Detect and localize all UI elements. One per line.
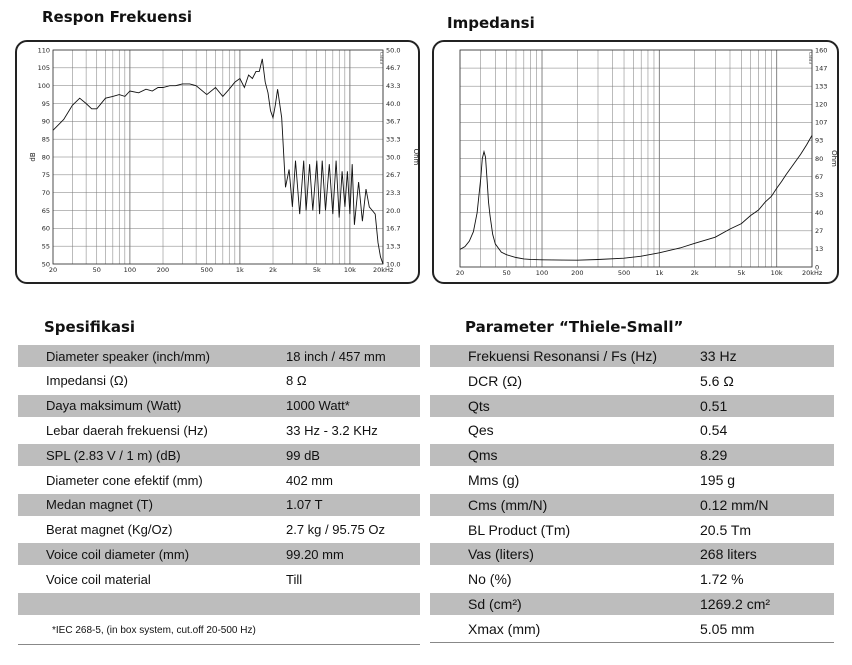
x-tick: 500 bbox=[200, 266, 213, 274]
ts-value: 1269.2 cm² bbox=[700, 596, 771, 612]
x-tick: 5k bbox=[737, 269, 746, 277]
specs-value: 8 Ω bbox=[286, 373, 307, 389]
specs-label: Medan magnet (T) bbox=[46, 497, 153, 513]
y-tick-right: 133 bbox=[815, 82, 828, 91]
y-tick-right: 13 bbox=[815, 245, 824, 254]
footnote-text: *IEC 268-5, (in box system, cut.off 20-500 Hz) bbox=[52, 625, 256, 637]
freq-response-chart bbox=[15, 40, 420, 284]
specs-value: 99.20 mm bbox=[286, 546, 344, 562]
y-tick-left: 105 bbox=[37, 64, 50, 73]
specs-row bbox=[18, 419, 420, 441]
y-axis-label-right: Ohm bbox=[412, 148, 420, 166]
ts-value: 1.72 % bbox=[700, 571, 744, 588]
corner-tag: CBB3 bbox=[378, 52, 383, 65]
ts-title: Parameter “Thiele-Small” bbox=[465, 318, 684, 336]
specs-value: Till bbox=[286, 571, 303, 587]
ts-value: 195 g bbox=[700, 472, 736, 488]
impedance-plot bbox=[434, 42, 841, 286]
x-tick: 10k bbox=[343, 266, 356, 274]
chart-grid bbox=[53, 50, 383, 264]
ts-row bbox=[430, 593, 834, 615]
y-tick-right: 80 bbox=[815, 154, 824, 163]
specs-value: 402 mm bbox=[286, 472, 333, 488]
specs-value: 1.07 T bbox=[286, 497, 323, 513]
x-tick: 20 bbox=[48, 266, 58, 274]
y-axis-label-right: Ohm bbox=[830, 150, 838, 167]
y-tick-right: 0 bbox=[815, 263, 820, 272]
x-tick: 50 bbox=[502, 269, 511, 277]
specs-label: Daya maksimum (Watt) bbox=[46, 398, 182, 414]
y-tick-left: 55 bbox=[41, 242, 50, 251]
ts-row bbox=[430, 568, 834, 590]
ts-table bbox=[430, 345, 834, 645]
y-tick-right: 20.0 bbox=[386, 206, 401, 215]
y-tick-left: 100 bbox=[37, 81, 50, 90]
ts-row bbox=[430, 370, 834, 392]
specs-value: 18 inch / 457 mm bbox=[286, 348, 386, 364]
specs-footnote bbox=[18, 620, 420, 642]
corner-tag: CBB3 bbox=[807, 52, 812, 65]
specs-label: Lebar daerah frekuensi (Hz) bbox=[46, 422, 208, 438]
ts-label: Vas (liters) bbox=[468, 546, 534, 563]
ts-value: 0.51 bbox=[700, 397, 728, 414]
specs-value: 33 Hz - 3.2 KHz bbox=[286, 422, 378, 438]
specs-row bbox=[18, 395, 420, 417]
y-tick-left: 75 bbox=[41, 171, 50, 180]
ts-label: Sd (cm²) bbox=[468, 596, 522, 612]
y-tick-left: 110 bbox=[37, 46, 50, 55]
specs-row bbox=[18, 345, 420, 367]
ts-row bbox=[430, 419, 834, 441]
ts-value: 0.12 mm/N bbox=[700, 496, 769, 513]
x-tick: 2k bbox=[269, 266, 277, 274]
specs-value: 99 dB bbox=[286, 447, 320, 463]
y-tick-right: 160 bbox=[815, 46, 828, 55]
specs-bottom-rule bbox=[18, 644, 420, 645]
x-tick: 20kHz bbox=[373, 266, 394, 274]
specs-value: 2.7 kg / 95.75 Oz bbox=[286, 522, 386, 538]
ts-row bbox=[430, 444, 834, 466]
chart-grid bbox=[460, 50, 812, 267]
specs-row bbox=[18, 370, 420, 392]
ts-value: 8.29 bbox=[700, 447, 728, 464]
x-tick: 10k bbox=[770, 269, 783, 277]
ts-value: 5.05 mm bbox=[700, 620, 755, 637]
y-tick-right: 33.3 bbox=[386, 135, 401, 144]
y-tick-right: 40 bbox=[815, 209, 824, 218]
y-tick-right: 120 bbox=[815, 100, 828, 109]
y-tick-left: 70 bbox=[41, 188, 50, 197]
y-tick-right: 53 bbox=[815, 190, 824, 199]
y-axis-label-left: dB bbox=[29, 152, 37, 162]
y-tick-right: 46.7 bbox=[386, 64, 401, 73]
ts-label: No (%) bbox=[468, 571, 512, 588]
ts-row bbox=[430, 519, 834, 541]
y-tick-right: 40.0 bbox=[386, 99, 401, 108]
ts-value: 0.54 bbox=[700, 422, 728, 439]
ts-label: Qts bbox=[468, 397, 490, 414]
freq-response-plot bbox=[17, 42, 422, 286]
y-tick-right: 23.3 bbox=[386, 188, 401, 197]
impedance-title: Impedansi bbox=[447, 14, 535, 32]
specs-row bbox=[18, 568, 420, 590]
specs-label: Diameter speaker (inch/mm) bbox=[46, 348, 210, 364]
x-tick: 20kHz bbox=[802, 269, 823, 277]
y-tick-left: 65 bbox=[41, 206, 50, 215]
y-tick-right: 36.7 bbox=[386, 117, 401, 126]
y-tick-right: 10.0 bbox=[386, 260, 401, 269]
specs-label: Impedansi (Ω) bbox=[46, 373, 128, 389]
ts-value: 5.6 Ω bbox=[700, 372, 734, 389]
x-tick: 1k bbox=[235, 266, 244, 274]
ts-label: Frekuensi Resonansi / Fs (Hz) bbox=[468, 348, 658, 364]
y-tick-right: 93 bbox=[815, 136, 824, 145]
y-tick-left: 85 bbox=[41, 135, 50, 144]
y-tick-left: 60 bbox=[41, 224, 50, 233]
specs-label: Diameter cone efektif (mm) bbox=[46, 472, 203, 488]
freq-response-title: Respon Frekuensi bbox=[42, 8, 193, 26]
ts-row bbox=[430, 469, 834, 491]
y-tick-right: 16.7 bbox=[386, 224, 401, 233]
ts-label: Mms (g) bbox=[468, 472, 520, 488]
ts-row bbox=[430, 345, 834, 367]
y-tick-right: 107 bbox=[815, 118, 828, 127]
specs-title: Spesifikasi bbox=[44, 318, 136, 336]
y-tick-left: 80 bbox=[41, 153, 50, 162]
ts-row bbox=[430, 618, 834, 640]
ts-value: 33 Hz bbox=[700, 348, 737, 364]
ts-row bbox=[430, 543, 834, 565]
x-tick: 2k bbox=[690, 269, 699, 277]
specs-value: 1000 Watt* bbox=[286, 398, 350, 414]
series-line bbox=[460, 135, 812, 260]
x-tick: 1k bbox=[655, 269, 664, 277]
y-tick-right: 26.7 bbox=[386, 171, 401, 180]
ts-label: Cms (mm/N) bbox=[468, 496, 548, 513]
specs-row bbox=[18, 543, 420, 565]
y-tick-right: 50.0 bbox=[386, 46, 401, 55]
ts-bottom-rule bbox=[430, 642, 834, 643]
specs-label: SPL (2.83 V / 1 m) (dB) bbox=[46, 447, 181, 463]
specs-row bbox=[18, 519, 420, 541]
y-tick-right: 67 bbox=[815, 172, 824, 181]
y-tick-right: 30.0 bbox=[386, 153, 401, 162]
x-tick: 100 bbox=[535, 269, 549, 277]
x-tick: 200 bbox=[156, 266, 170, 274]
specs-table bbox=[18, 345, 420, 645]
y-tick-right: 13.3 bbox=[386, 242, 401, 251]
impedance-chart bbox=[432, 40, 839, 284]
ts-value: 268 liters bbox=[700, 546, 757, 563]
x-tick: 500 bbox=[617, 269, 631, 277]
specs-row bbox=[18, 469, 420, 491]
y-tick-left: 95 bbox=[41, 99, 50, 108]
y-tick-right: 147 bbox=[815, 64, 828, 73]
ts-label: Qes bbox=[468, 422, 494, 439]
ts-value: 20.5 Tm bbox=[700, 521, 752, 538]
specs-label: Voice coil diameter (mm) bbox=[46, 546, 190, 562]
x-tick: 200 bbox=[571, 269, 584, 277]
y-tick-left: 90 bbox=[41, 117, 50, 126]
ts-label: Xmax (mm) bbox=[468, 620, 541, 637]
x-tick: 5k bbox=[312, 266, 321, 274]
ts-label: DCR (Ω) bbox=[468, 372, 523, 389]
ts-label: Qms bbox=[468, 447, 498, 464]
y-tick-right: 43.3 bbox=[386, 81, 401, 90]
specs-row bbox=[18, 593, 420, 615]
series-line bbox=[53, 59, 383, 264]
ts-label: BL Product (Tm) bbox=[468, 521, 571, 538]
specs-label: Voice coil material bbox=[46, 571, 151, 587]
specs-label: Berat magnet (Kg/Oz) bbox=[46, 522, 173, 538]
ts-row bbox=[430, 395, 834, 417]
x-tick: 50 bbox=[92, 266, 101, 274]
y-tick-left: 50 bbox=[41, 260, 50, 269]
x-tick: 100 bbox=[123, 266, 137, 274]
x-tick: 20 bbox=[455, 269, 465, 277]
y-tick-right: 27 bbox=[815, 227, 824, 236]
specs-row bbox=[18, 494, 420, 516]
specs-row bbox=[18, 444, 420, 466]
ts-row bbox=[430, 494, 834, 516]
